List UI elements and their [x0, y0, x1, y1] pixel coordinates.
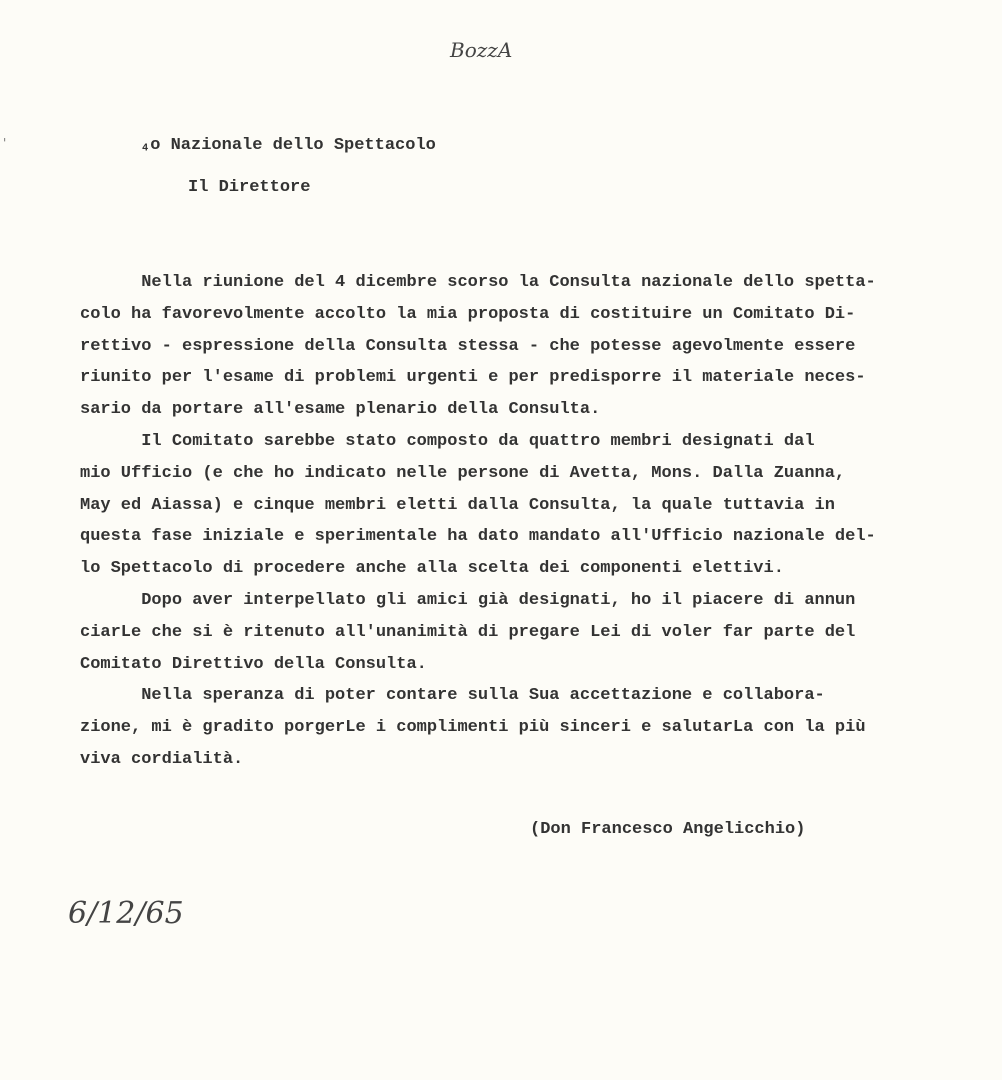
body-line: colo ha favorevolmente accolto la mia proposta di costituire un Comitato Di-	[80, 304, 856, 324]
body-line: May ed Aiassa) e cinque membri eletti dalla Consulta, la quale tuttavia in	[80, 495, 835, 515]
letter-body	[80, 267, 876, 776]
margin-mark: '	[3, 136, 7, 150]
body-line: zione, mi è gradito porgerLe i complimenti più sinceri e salutarLa con la più	[80, 718, 866, 738]
body-line: Nella riunione del 4 dicembre scorso la Consulta nazionale dello spetta-	[80, 273, 876, 292]
body-line: riunito per l'esame di problemi urgenti e per predisporre il materiale neces-	[80, 368, 866, 388]
body-line: sario da portare all'esame plenario della Consulta.	[80, 400, 601, 420]
draft-annotation: BozzA	[450, 38, 513, 62]
body-line: Comitato Direttivo della Consulta.	[80, 654, 427, 674]
body-line: viva cordialità.	[80, 749, 244, 769]
handwritten-date: 6/12/65	[68, 896, 184, 931]
body-line: mio Ufficio (e che ho indicato nelle persone di Avetta, Mons. Dalla Zuanna,	[80, 463, 846, 483]
director-title: Il Direttore	[188, 178, 311, 197]
signature: (Don Francesco Angelicchio)	[530, 820, 806, 839]
office-heading: ₄o Nazionale dello Spettacolo	[140, 136, 436, 155]
body-line: Il Comitato sarebbe stato composto da quattro membri designati dal	[80, 431, 815, 451]
body-line: questa fase iniziale e sperimentale ha dato mandato all'Ufficio nazionale del-	[80, 527, 876, 547]
body-line: rettivo - espressione della Consulta stessa - che potesse agevolmente essere	[80, 336, 856, 356]
body-line: lo Spettacolo di procedere anche alla scelta dei componenti elettivi.	[80, 559, 784, 579]
body-line: Nella speranza di poter contare sulla Sua accettazione e collabora-	[80, 686, 825, 706]
body-line: ciarLe che si è ritenuto all'unanimità di pregare Lei di voler far parte del	[80, 622, 856, 642]
body-line: Dopo aver interpellato gli amici già designati, ho il piacere di annun	[80, 590, 856, 610]
